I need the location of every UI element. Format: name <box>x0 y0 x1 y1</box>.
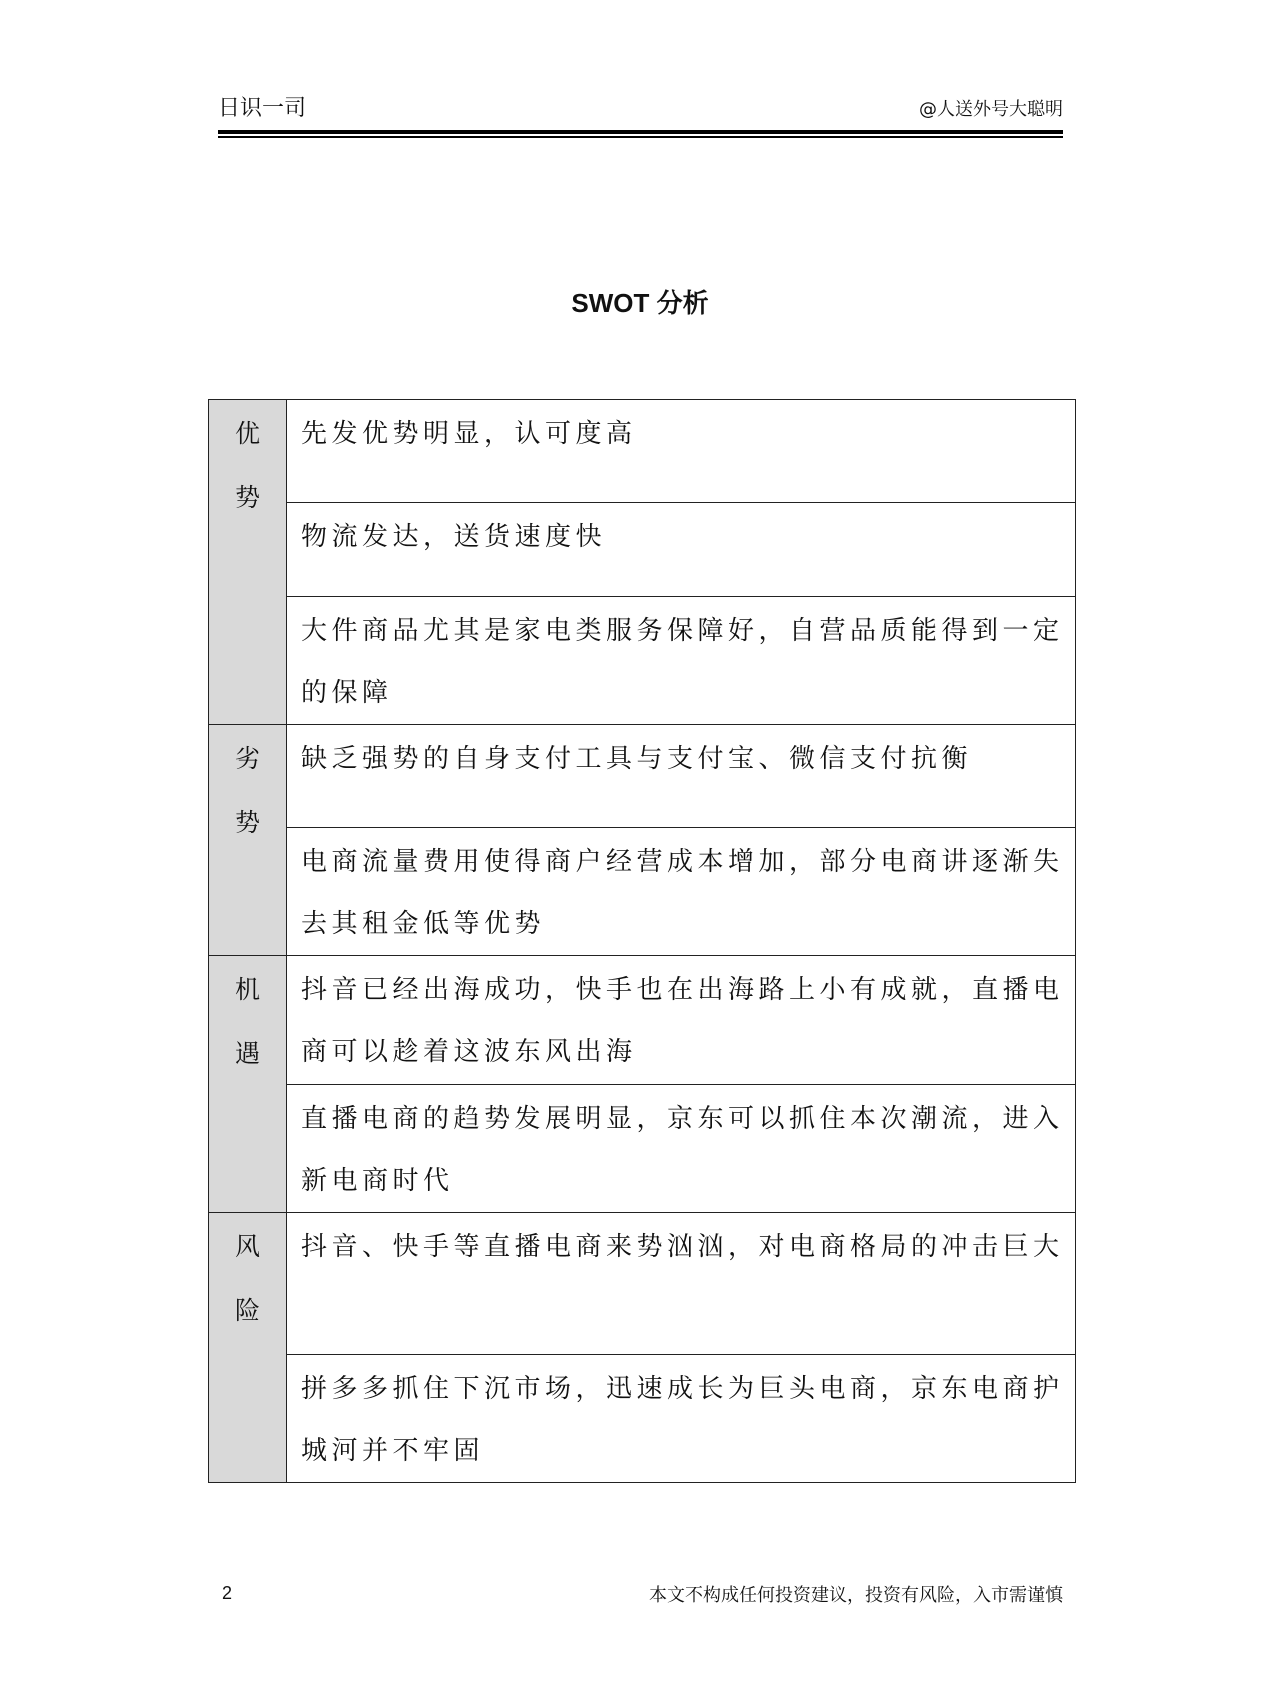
table-row <box>209 400 1076 503</box>
item-text: 拼多多抓住下沉市场，迅速成长为巨头电商，京东电商护城河并不牢固 <box>301 1374 1064 1466</box>
header-rule-thick <box>218 130 1063 134</box>
swot-label-strengths <box>209 400 287 725</box>
swot-item <box>287 503 1076 597</box>
table-row <box>209 503 1076 597</box>
item-text: 抖音已经出海成功，快手也在出海路上小有成就，直播电商可以趁着这波东风出海 <box>301 975 1064 1067</box>
swot-item <box>287 1213 1076 1355</box>
table-row <box>209 725 1076 828</box>
label-text: 风险 <box>234 1232 260 1325</box>
table-row <box>209 828 1076 956</box>
item-text: 先发优势明显，认可度高 <box>301 419 637 449</box>
header-rule-thin <box>218 136 1063 138</box>
item-text: 电商流量费用使得商户经营成本增加，部分电商讲逐渐失去其租金低等优势 <box>301 847 1064 939</box>
header-author: @人送外号大聪明 <box>919 99 1063 120</box>
page-title: SWOT 分析 <box>571 288 709 318</box>
table-row <box>209 1355 1076 1483</box>
page-number: 2 <box>222 1583 233 1603</box>
label-text: 机遇 <box>234 975 260 1068</box>
swot-item <box>287 400 1076 503</box>
item-text: 大件商品尤其是家电类服务保障好，自营品质能得到一定的保障 <box>301 616 1064 708</box>
table-row <box>209 956 1076 1085</box>
table-row <box>209 597 1076 725</box>
swot-item <box>287 828 1076 956</box>
label-text: 优势 <box>234 419 260 512</box>
label-text: 劣势 <box>234 744 260 837</box>
swot-table <box>208 399 1076 1483</box>
item-text: 抖音、快手等直播电商来势汹汹，对电商格局的冲击巨大 <box>301 1232 1064 1262</box>
table-row <box>209 1213 1076 1355</box>
item-text: 物流发达，送货速度快 <box>301 522 607 552</box>
swot-item <box>287 597 1076 725</box>
swot-item <box>287 1085 1076 1213</box>
table-row <box>209 1085 1076 1213</box>
swot-item <box>287 956 1076 1085</box>
item-text: 缺乏强势的自身支付工具与支付宝、微信支付抗衡 <box>301 744 973 774</box>
swot-item <box>287 1355 1076 1483</box>
swot-item <box>287 725 1076 828</box>
swot-label-threats <box>209 1213 287 1483</box>
item-text: 直播电商的趋势发展明显，京东可以抓住本次潮流，进入新电商时代 <box>301 1104 1064 1196</box>
header-brand: 日识一司 <box>218 96 307 121</box>
footer-disclaimer: 本文不构成任何投资建议，投资有风险，入市需谨慎 <box>649 1585 1063 1606</box>
swot-label-opportunities <box>209 956 287 1213</box>
swot-label-weaknesses <box>209 725 287 956</box>
